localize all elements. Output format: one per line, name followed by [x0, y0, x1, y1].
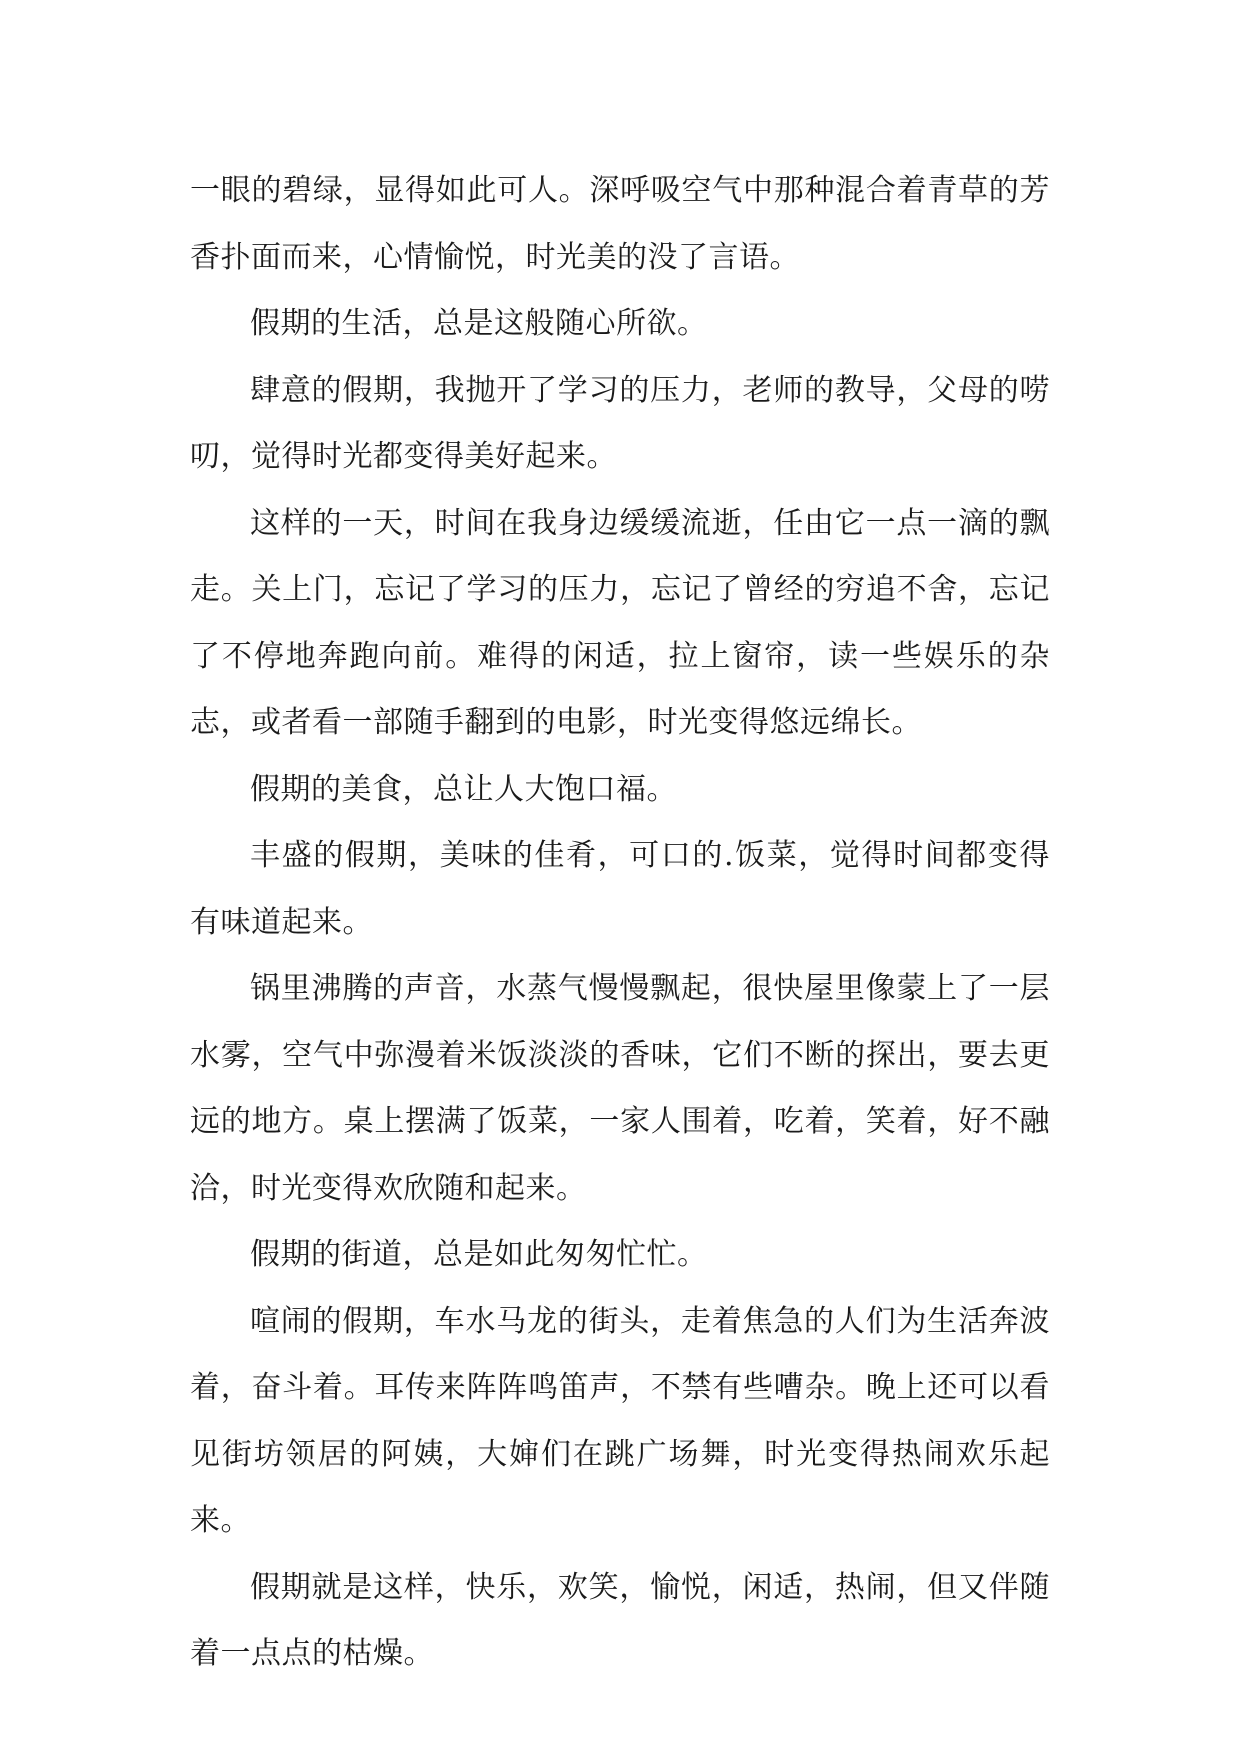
paragraph-continued: 一眼的碧绿，显得如此可人。深呼吸空气中那种混合着青草的芳香扑面而来，心情愉悦，时光美的没了言语。: [190, 173, 1050, 275]
paragraph: 假期的生活，总是这般随心所欲。: [250, 306, 708, 341]
paragraph: 肆意的假期，我抛开了学习的压力，老师的教导，父母的唠叨，觉得时光都变得美好起来。: [190, 372, 1050, 474]
paragraph: 这样的一天，时间在我身边缓缓流逝，任由它一点一滴的飘走。关上门，忘记了学习的压力，忘记了曾经的穷追不舍，忘记了不停地奔跑向前。难得的闲适，拉上窗帘，读一些娱乐的杂志，或者看一部随手翻到的电影，时光变得悠远绵长。: [190, 505, 1050, 740]
document-body: [190, 158, 1050, 1688]
paragraph: 假期的美食，总让人大饱口福。: [250, 771, 677, 807]
paragraph: 锅里沸腾的声音，水蒸气慢慢飘起，很快屋里像蒙上了一层水雾，空气中弥漫着米饭淡淡的香味，它们不断的探出，要去更远的地方。桌上摆满了饭菜，一家人围着，吃着，笑着，好不融洽，时光变得欢欣随和起来。: [190, 971, 1050, 1206]
paragraph: 喧闹的假期，车水马龙的街头，走着焦急的人们为生活奔波着，奋斗着。耳传来阵阵鸣笛声，不禁有些嘈杂。晚上还可以看见街坊领居的阿姨，大婶们在跳广场舞，时光变得热闹欢乐起来。: [190, 1303, 1050, 1538]
paragraph: 假期就是这样，快乐，欢笑，愉悦，闲适，热闹，但又伴随着一点点的枯燥。: [190, 1569, 1050, 1671]
paragraph: 假期的街道，总是如此匆匆忙忙。: [250, 1237, 708, 1272]
paragraph: 丰盛的假期，美味的佳肴，可口的.饭菜，觉得时间都变得有味道起来。: [190, 838, 1050, 940]
